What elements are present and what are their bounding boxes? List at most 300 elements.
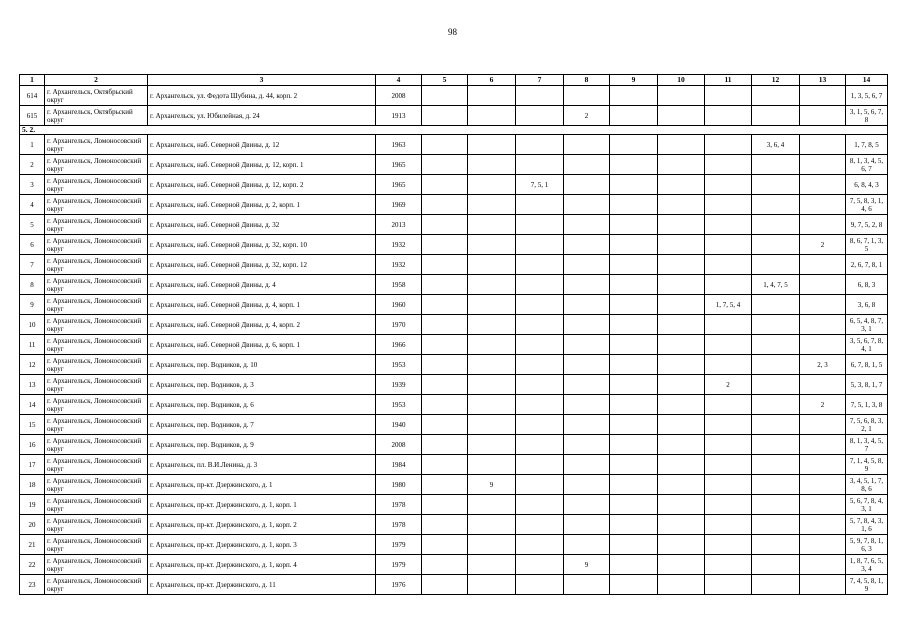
column-13-cell: 2 bbox=[800, 395, 846, 415]
row-number: 6 bbox=[20, 235, 45, 255]
column-13-cell bbox=[800, 415, 846, 435]
column-14-cell: 8, 6, 7, 1, 3, 5 bbox=[846, 235, 888, 255]
column-8-cell bbox=[564, 475, 610, 495]
column-5-cell bbox=[422, 275, 468, 295]
column-5-cell bbox=[422, 175, 468, 195]
column-12-cell: 1, 4, 7, 5 bbox=[752, 275, 800, 295]
district-cell: г. Архангельск, Ломоносовский округ bbox=[45, 375, 148, 395]
column-13-cell bbox=[800, 515, 846, 535]
column-9-cell bbox=[610, 415, 658, 435]
column-13-cell bbox=[800, 435, 846, 455]
column-12-cell bbox=[752, 435, 800, 455]
table-row bbox=[20, 515, 888, 535]
column-11-cell bbox=[705, 175, 752, 195]
address-cell: г. Архангельск, наб. Северной Двины, д. 32, корп. 10 bbox=[148, 235, 376, 255]
column-13-cell bbox=[800, 555, 846, 575]
column-10-cell bbox=[658, 215, 705, 235]
column-12-cell bbox=[752, 195, 800, 215]
row-number: 15 bbox=[20, 415, 45, 435]
row-number: 615 bbox=[20, 106, 45, 126]
column-6-cell bbox=[468, 295, 516, 315]
address-cell: г. Архангельск, наб. Северной Двины, д. 4, корп. 2 bbox=[148, 315, 376, 335]
column-14-cell: 2, 6, 7, 8, 1 bbox=[846, 255, 888, 275]
column-12-cell bbox=[752, 535, 800, 555]
district-cell: г. Архангельск, Ломоносовский округ bbox=[45, 195, 148, 215]
column-13-cell bbox=[800, 295, 846, 315]
column-6-cell bbox=[468, 575, 516, 595]
column-5-cell bbox=[422, 255, 468, 275]
district-cell: г. Архангельск, Ломоносовский округ bbox=[45, 235, 148, 255]
column-6-cell bbox=[468, 106, 516, 126]
address-cell: г. Архангельск, наб. Северной Двины, д. 4 bbox=[148, 275, 376, 295]
column-8-cell bbox=[564, 535, 610, 555]
column-12-cell: 3, 6, 4 bbox=[752, 135, 800, 155]
column-12-cell bbox=[752, 215, 800, 235]
column-header-8: 8 bbox=[564, 75, 610, 86]
column-9-cell bbox=[610, 395, 658, 415]
district-cell: г. Архангельск, Ломоносовский округ bbox=[45, 215, 148, 235]
column-10-cell bbox=[658, 295, 705, 315]
row-number: 18 bbox=[20, 475, 45, 495]
column-6-cell bbox=[468, 86, 516, 106]
column-11-cell: 1, 7, 5, 4 bbox=[705, 295, 752, 315]
column-9-cell bbox=[610, 315, 658, 335]
column-8-cell bbox=[564, 575, 610, 595]
column-7-cell bbox=[516, 255, 564, 275]
column-7-cell bbox=[516, 455, 564, 475]
address-cell: г. Архангельск, пр-кт. Дзержинского, д. 1 bbox=[148, 475, 376, 495]
column-5-cell bbox=[422, 106, 468, 126]
column-8-cell: 2 bbox=[564, 106, 610, 126]
page-number: 98 bbox=[448, 27, 457, 37]
year-cell: 1958 bbox=[376, 275, 422, 295]
row-number: 4 bbox=[20, 195, 45, 215]
column-8-cell bbox=[564, 215, 610, 235]
year-cell: 1978 bbox=[376, 495, 422, 515]
column-8-cell bbox=[564, 495, 610, 515]
column-14-cell: 1, 7, 8, 5 bbox=[846, 135, 888, 155]
district-cell: г. Архангельск, Ломоносовский округ bbox=[45, 335, 148, 355]
column-header-11: 11 bbox=[705, 75, 752, 86]
table-row bbox=[20, 435, 888, 455]
table-row bbox=[20, 335, 888, 355]
column-8-cell bbox=[564, 335, 610, 355]
column-9-cell bbox=[610, 375, 658, 395]
district-cell: г. Архангельск, Ломоносовский округ bbox=[45, 555, 148, 575]
column-header-12: 12 bbox=[752, 75, 800, 86]
column-12-cell bbox=[752, 106, 800, 126]
column-12-cell bbox=[752, 415, 800, 435]
column-14-cell: 9, 7, 5, 2, 8 bbox=[846, 215, 888, 235]
table-row bbox=[20, 315, 888, 335]
table-row bbox=[20, 175, 888, 195]
column-header-9: 9 bbox=[610, 75, 658, 86]
column-5-cell bbox=[422, 335, 468, 355]
year-cell: 1965 bbox=[376, 175, 422, 195]
column-12-cell bbox=[752, 575, 800, 595]
table-row bbox=[20, 555, 888, 575]
column-11-cell bbox=[705, 435, 752, 455]
address-cell: г. Архангельск, наб. Северной Двины, д. 12, корп. 2 bbox=[148, 175, 376, 195]
column-5-cell bbox=[422, 155, 468, 175]
column-8-cell bbox=[564, 175, 610, 195]
column-14-cell: 7, 5, 1, 3, 8 bbox=[846, 395, 888, 415]
column-10-cell bbox=[658, 255, 705, 275]
year-cell: 1960 bbox=[376, 295, 422, 315]
column-10-cell bbox=[658, 515, 705, 535]
row-number: 17 bbox=[20, 455, 45, 475]
address-cell: г. Архангельск, пер. Водников, д. 6 bbox=[148, 395, 376, 415]
column-7-cell bbox=[516, 375, 564, 395]
column-11-cell bbox=[705, 415, 752, 435]
column-11-cell bbox=[705, 335, 752, 355]
column-10-cell bbox=[658, 195, 705, 215]
column-5-cell bbox=[422, 195, 468, 215]
row-number: 1 bbox=[20, 135, 45, 155]
year-cell: 1932 bbox=[376, 235, 422, 255]
column-6-cell bbox=[468, 555, 516, 575]
column-8-cell bbox=[564, 155, 610, 175]
column-10-cell bbox=[658, 375, 705, 395]
column-14-cell: 5, 3, 8, 1, 7 bbox=[846, 375, 888, 395]
column-9-cell bbox=[610, 195, 658, 215]
column-14-cell: 7, 5, 8, 3, 1, 4, 6 bbox=[846, 195, 888, 215]
address-cell: г. Архангельск, наб. Северной Двины, д. 2, корп. 1 bbox=[148, 195, 376, 215]
column-5-cell bbox=[422, 415, 468, 435]
row-number: 5 bbox=[20, 215, 45, 235]
column-header-1: 1 bbox=[20, 75, 45, 86]
column-header-13: 13 bbox=[800, 75, 846, 86]
column-12-cell bbox=[752, 355, 800, 375]
column-11-cell bbox=[705, 495, 752, 515]
district-cell: г. Архангельск, Ломоносовский округ bbox=[45, 135, 148, 155]
district-cell: г. Архангельск, Ломоносовский округ bbox=[45, 175, 148, 195]
table-row bbox=[20, 86, 888, 106]
column-5-cell bbox=[422, 435, 468, 455]
year-cell: 1979 bbox=[376, 555, 422, 575]
column-9-cell bbox=[610, 106, 658, 126]
column-header-3: 3 bbox=[148, 75, 376, 86]
column-10-cell bbox=[658, 335, 705, 355]
column-7-cell bbox=[516, 215, 564, 235]
column-14-cell: 6, 7, 8, 1, 5 bbox=[846, 355, 888, 375]
column-6-cell bbox=[468, 415, 516, 435]
column-9-cell bbox=[610, 495, 658, 515]
column-11-cell bbox=[705, 155, 752, 175]
column-11-cell bbox=[705, 235, 752, 255]
row-number: 3 bbox=[20, 175, 45, 195]
row-number: 21 bbox=[20, 535, 45, 555]
row-number: 12 bbox=[20, 355, 45, 375]
table-row bbox=[20, 355, 888, 375]
column-13-cell bbox=[800, 315, 846, 335]
column-7-cell bbox=[516, 295, 564, 315]
district-cell: г. Архангельск, Октябрьский округ bbox=[45, 106, 148, 126]
table-row bbox=[20, 455, 888, 475]
year-cell: 1970 bbox=[376, 315, 422, 335]
column-10-cell bbox=[658, 175, 705, 195]
column-8-cell bbox=[564, 395, 610, 415]
column-13-cell: 2 bbox=[800, 235, 846, 255]
address-cell: г. Архангельск, наб. Северной Двины, д. 4, корп. 1 bbox=[148, 295, 376, 315]
column-8-cell bbox=[564, 235, 610, 255]
column-9-cell bbox=[610, 515, 658, 535]
section-row bbox=[20, 126, 888, 135]
column-10-cell bbox=[658, 135, 705, 155]
column-header-10: 10 bbox=[658, 75, 705, 86]
district-cell: г. Архангельск, Ломоносовский округ bbox=[45, 575, 148, 595]
column-13-cell bbox=[800, 535, 846, 555]
column-14-cell: 7, 4, 5, 8, 1, 9 bbox=[846, 575, 888, 595]
row-number: 23 bbox=[20, 575, 45, 595]
column-8-cell bbox=[564, 86, 610, 106]
table-row bbox=[20, 215, 888, 235]
housing-register-table bbox=[19, 74, 888, 595]
column-7-cell bbox=[516, 515, 564, 535]
district-cell: г. Архангельск, Ломоносовский округ bbox=[45, 455, 148, 475]
column-8-cell bbox=[564, 315, 610, 335]
column-14-cell: 3, 1, 5, 6, 7, 8 bbox=[846, 106, 888, 126]
column-14-cell: 3, 4, 5, 1, 7, 8, 6 bbox=[846, 475, 888, 495]
column-header-4: 4 bbox=[376, 75, 422, 86]
column-6-cell bbox=[468, 255, 516, 275]
address-cell: г. Архангельск, пр-кт. Дзержинского, д. 1, корп. 2 bbox=[148, 515, 376, 535]
column-5-cell bbox=[422, 86, 468, 106]
column-5-cell bbox=[422, 355, 468, 375]
district-cell: г. Архангельск, Ломоносовский округ bbox=[45, 515, 148, 535]
column-7-cell bbox=[516, 395, 564, 415]
table-row bbox=[20, 495, 888, 515]
year-cell: 2013 bbox=[376, 215, 422, 235]
column-11-cell bbox=[705, 315, 752, 335]
column-10-cell bbox=[658, 575, 705, 595]
column-13-cell bbox=[800, 195, 846, 215]
column-8-cell bbox=[564, 295, 610, 315]
column-5-cell bbox=[422, 575, 468, 595]
column-7-cell bbox=[516, 435, 564, 455]
column-header-14: 14 bbox=[846, 75, 888, 86]
district-cell: г. Архангельск, Ломоносовский округ bbox=[45, 255, 148, 275]
column-8-cell bbox=[564, 435, 610, 455]
district-cell: г. Архангельск, Ломоносовский округ bbox=[45, 355, 148, 375]
column-5-cell bbox=[422, 295, 468, 315]
column-11-cell bbox=[705, 215, 752, 235]
column-12-cell bbox=[752, 455, 800, 475]
row-number: 16 bbox=[20, 435, 45, 455]
address-cell: г. Архангельск, ул. Федота Шубина, д. 44, корп. 2 bbox=[148, 86, 376, 106]
column-12-cell bbox=[752, 495, 800, 515]
column-14-cell: 6, 8, 3 bbox=[846, 275, 888, 295]
table-row bbox=[20, 475, 888, 495]
district-cell: г. Архангельск, Ломоносовский округ bbox=[45, 495, 148, 515]
column-5-cell bbox=[422, 455, 468, 475]
column-6-cell bbox=[468, 335, 516, 355]
column-10-cell bbox=[658, 535, 705, 555]
column-12-cell bbox=[752, 175, 800, 195]
column-14-cell: 1, 3, 5, 6, 7 bbox=[846, 86, 888, 106]
row-number: 614 bbox=[20, 86, 45, 106]
column-7-cell bbox=[516, 155, 564, 175]
row-number: 2 bbox=[20, 155, 45, 175]
column-9-cell bbox=[610, 455, 658, 475]
column-5-cell bbox=[422, 215, 468, 235]
column-10-cell bbox=[658, 455, 705, 475]
year-cell: 1966 bbox=[376, 335, 422, 355]
table-row bbox=[20, 395, 888, 415]
section-label: 5. 2. bbox=[20, 126, 888, 135]
column-6-cell bbox=[468, 435, 516, 455]
column-6-cell bbox=[468, 195, 516, 215]
column-8-cell bbox=[564, 515, 610, 535]
year-cell: 2008 bbox=[376, 86, 422, 106]
column-11-cell bbox=[705, 135, 752, 155]
column-8-cell bbox=[564, 135, 610, 155]
address-cell: г. Архангельск, наб. Северной Двины, д. 12 bbox=[148, 135, 376, 155]
column-9-cell bbox=[610, 475, 658, 495]
column-11-cell bbox=[705, 195, 752, 215]
column-10-cell bbox=[658, 106, 705, 126]
table-row bbox=[20, 235, 888, 255]
column-7-cell bbox=[516, 475, 564, 495]
column-6-cell bbox=[468, 235, 516, 255]
column-8-cell bbox=[564, 195, 610, 215]
year-cell: 1913 bbox=[376, 106, 422, 126]
column-7-cell bbox=[516, 86, 564, 106]
column-9-cell bbox=[610, 175, 658, 195]
column-7-cell bbox=[516, 135, 564, 155]
column-10-cell bbox=[658, 86, 705, 106]
column-9-cell bbox=[610, 235, 658, 255]
column-6-cell bbox=[468, 375, 516, 395]
district-cell: г. Архангельск, Ломоносовский округ bbox=[45, 275, 148, 295]
year-cell: 1953 bbox=[376, 355, 422, 375]
column-13-cell bbox=[800, 575, 846, 595]
year-cell: 1939 bbox=[376, 375, 422, 395]
column-7-cell bbox=[516, 555, 564, 575]
column-6-cell bbox=[468, 355, 516, 375]
column-9-cell bbox=[610, 135, 658, 155]
column-7-cell bbox=[516, 415, 564, 435]
column-10-cell bbox=[658, 555, 705, 575]
column-9-cell bbox=[610, 86, 658, 106]
column-5-cell bbox=[422, 135, 468, 155]
column-13-cell bbox=[800, 475, 846, 495]
row-number: 11 bbox=[20, 335, 45, 355]
column-8-cell bbox=[564, 455, 610, 475]
column-14-cell: 5, 9, 7, 8, 1, 6, 3 bbox=[846, 535, 888, 555]
year-cell: 1940 bbox=[376, 415, 422, 435]
column-7-cell bbox=[516, 195, 564, 215]
column-14-cell: 8, 1, 3, 4, 5, 6, 7 bbox=[846, 155, 888, 175]
table-row bbox=[20, 415, 888, 435]
table-row bbox=[20, 106, 888, 126]
column-11-cell bbox=[705, 475, 752, 495]
address-cell: г. Архангельск, наб. Северной Двины, д. 32, корп. 12 bbox=[148, 255, 376, 275]
column-8-cell bbox=[564, 255, 610, 275]
district-cell: г. Архангельск, Ломоносовский округ bbox=[45, 415, 148, 435]
address-cell: г. Архангельск, пл. В.И.Ленина, д. 3 bbox=[148, 455, 376, 475]
column-header-7: 7 bbox=[516, 75, 564, 86]
year-cell: 1976 bbox=[376, 575, 422, 595]
column-12-cell bbox=[752, 235, 800, 255]
column-6-cell bbox=[468, 315, 516, 335]
column-11-cell bbox=[705, 555, 752, 575]
column-10-cell bbox=[658, 395, 705, 415]
year-cell: 1980 bbox=[376, 475, 422, 495]
row-number: 13 bbox=[20, 375, 45, 395]
column-13-cell bbox=[800, 495, 846, 515]
district-cell: г. Архангельск, Ломоносовский округ bbox=[45, 535, 148, 555]
row-number: 22 bbox=[20, 555, 45, 575]
column-9-cell bbox=[610, 335, 658, 355]
column-9-cell bbox=[610, 255, 658, 275]
year-cell: 1963 bbox=[376, 135, 422, 155]
column-10-cell bbox=[658, 275, 705, 295]
column-9-cell bbox=[610, 575, 658, 595]
column-13-cell bbox=[800, 335, 846, 355]
table-row bbox=[20, 375, 888, 395]
column-5-cell bbox=[422, 555, 468, 575]
district-cell: г. Архангельск, Ломоносовский округ bbox=[45, 315, 148, 335]
year-cell: 1984 bbox=[376, 455, 422, 475]
column-14-cell: 1, 8, 7, 6, 5, 3, 4 bbox=[846, 555, 888, 575]
district-cell: г. Архангельск, Ломоносовский округ bbox=[45, 475, 148, 495]
address-cell: г. Архангельск, пр-кт. Дзержинского, д. 11 bbox=[148, 575, 376, 595]
address-cell: г. Архангельск, пер. Водников, д. 10 bbox=[148, 355, 376, 375]
table-row bbox=[20, 275, 888, 295]
column-12-cell bbox=[752, 155, 800, 175]
column-6-cell bbox=[468, 535, 516, 555]
column-11-cell bbox=[705, 395, 752, 415]
table-row bbox=[20, 575, 888, 595]
column-14-cell: 3, 6, 8 bbox=[846, 295, 888, 315]
column-12-cell bbox=[752, 315, 800, 335]
column-6-cell: 9 bbox=[468, 475, 516, 495]
column-10-cell bbox=[658, 495, 705, 515]
column-10-cell bbox=[658, 475, 705, 495]
column-14-cell: 7, 5, 6, 8, 3, 2, 1 bbox=[846, 415, 888, 435]
address-cell: г. Архангельск, пр-кт. Дзержинского, д. 1, корп. 3 bbox=[148, 535, 376, 555]
table-row bbox=[20, 535, 888, 555]
column-5-cell bbox=[422, 535, 468, 555]
column-5-cell bbox=[422, 375, 468, 395]
row-number: 19 bbox=[20, 495, 45, 515]
column-7-cell bbox=[516, 355, 564, 375]
column-11-cell bbox=[705, 275, 752, 295]
column-13-cell bbox=[800, 215, 846, 235]
column-12-cell bbox=[752, 295, 800, 315]
column-8-cell bbox=[564, 415, 610, 435]
table-body bbox=[20, 86, 888, 595]
column-7-cell bbox=[516, 535, 564, 555]
column-12-cell bbox=[752, 86, 800, 106]
row-number: 8 bbox=[20, 275, 45, 295]
row-number: 7 bbox=[20, 255, 45, 275]
column-7-cell bbox=[516, 275, 564, 295]
column-10-cell bbox=[658, 155, 705, 175]
column-header-6: 6 bbox=[468, 75, 516, 86]
column-7-cell bbox=[516, 575, 564, 595]
column-9-cell bbox=[610, 295, 658, 315]
column-12-cell bbox=[752, 555, 800, 575]
table-row bbox=[20, 195, 888, 215]
year-cell: 2008 bbox=[376, 435, 422, 455]
column-10-cell bbox=[658, 315, 705, 335]
column-10-cell bbox=[658, 235, 705, 255]
column-6-cell bbox=[468, 495, 516, 515]
column-14-cell: 5, 6, 7, 8, 4, 3, 1 bbox=[846, 495, 888, 515]
column-14-cell: 8, 1, 3, 4, 5, 7 bbox=[846, 435, 888, 455]
